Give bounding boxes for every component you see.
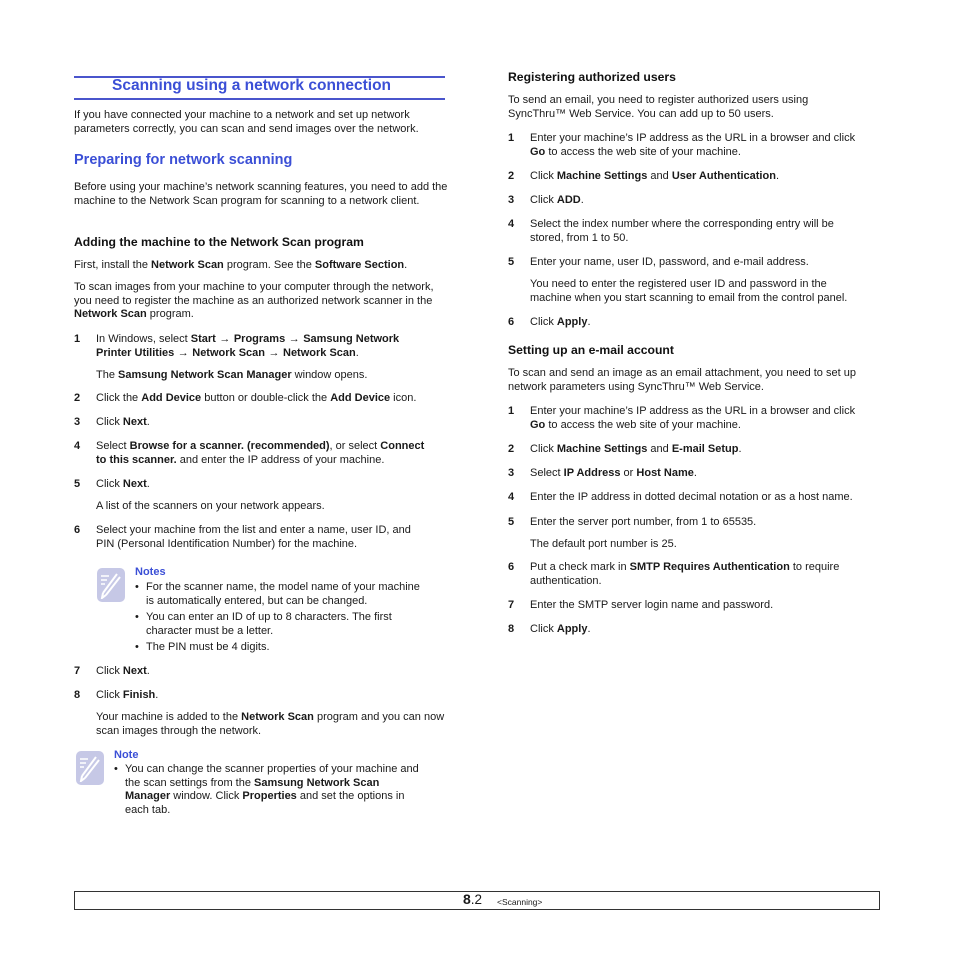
email-step-5: Enter the server port number, from 1 to 65535.	[530, 516, 757, 528]
install-text: First, install the Network Scan program. See the Software Section.	[74, 259, 408, 271]
arrow-icon: →	[268, 346, 280, 359]
step-number: 3	[508, 467, 515, 479]
email-step-4: Enter the IP address in dotted decimal notation or as a host name.	[530, 491, 853, 503]
step-number: 3	[74, 416, 81, 428]
email-step-1: Enter your machine’s IP address as the URL in a browser and click Go to access the web site of your machine.	[530, 405, 856, 431]
section-title: Scanning using a network connection	[112, 77, 392, 94]
step-number: 8	[508, 623, 515, 635]
step-2-text: Click the Add Device button or double-click the Add Device icon.	[96, 392, 417, 404]
step-number: 4	[508, 491, 515, 503]
note-title: Note	[114, 749, 139, 761]
step-number: 6	[74, 524, 81, 536]
reg-step-3: Click ADD.	[530, 194, 584, 206]
page-footer	[74, 891, 880, 910]
note-3: The PIN must be 4 digits.	[146, 641, 270, 653]
step-number: 4	[508, 218, 515, 230]
step-number: 2	[74, 392, 81, 404]
step-number: 5	[508, 256, 515, 268]
step-number: 1	[508, 405, 515, 417]
prep-text: Before using your machine’s network scanning features, you need to add the machine to the Network Scan program for scanning to a network client.	[74, 181, 448, 207]
reg-step-1: Enter your machine’s IP address as the URL in a browser and click Go to access the web site of your machine.	[530, 132, 856, 158]
bullet: •	[135, 611, 139, 623]
step-7-text: Click Next.	[96, 665, 150, 677]
step-number: 7	[508, 599, 515, 611]
step-1-text: In Windows, select Start → Programs → Samsung Network Printer Utilities → Network Scan → Network Scan.	[96, 333, 400, 359]
note-icon	[97, 568, 125, 602]
notes-title: Notes	[135, 566, 166, 578]
reg-step-6: Click Apply.	[530, 316, 591, 328]
page-number: 8.2	[463, 891, 483, 907]
step-5-text: Click Next.	[96, 478, 150, 490]
email-text: To scan and send an image as an email attachment, you need to set up network parameters using SyncThru™ Web Service.	[508, 367, 856, 393]
bullet: •	[135, 581, 139, 593]
prep-heading: Preparing for network scanning	[74, 152, 293, 168]
email-step-8: Click Apply.	[530, 623, 591, 635]
step-number: 4	[74, 440, 81, 452]
add-heading: Adding the machine to the Network Scan program	[74, 235, 364, 249]
bullet: •	[135, 641, 139, 653]
step-number: 7	[74, 665, 81, 677]
step-3-text: Click Next.	[96, 416, 150, 428]
reg-step-4: Select the index number where the corresponding entry will be stored, from 1 to 50.	[530, 218, 834, 244]
step-number: 2	[508, 170, 515, 182]
step-number: 6	[508, 316, 515, 328]
reg-step-2: Click Machine Settings and User Authentication.	[530, 170, 779, 182]
email-step-2: Click Machine Settings and E-mail Setup.	[530, 443, 742, 455]
step-4-text: Select Browse for a scanner. (recommended), or select Connect to this scanner. and enter the IP address of your machine.	[96, 440, 425, 466]
arrow-icon: →	[288, 333, 300, 345]
intro-text: If you have connected your machine to a network and set up network parameters correctly, you can scan and send images over the network.	[74, 109, 419, 135]
step-5-sub: A list of the scanners on your network appears.	[96, 500, 325, 512]
step-1-sub: The Samsung Network Scan Manager window opens.	[96, 369, 368, 381]
step-8-sub: Your machine is added to the Network Scan program and you can now scan images through the network.	[96, 711, 445, 737]
step-number: 2	[508, 443, 515, 455]
note-2: You can enter an ID of up to 8 characters. The first character must be a letter.	[146, 611, 392, 637]
step-number: 8	[74, 689, 81, 701]
reg-step-5-sub: You need to enter the registered user ID and password in the machine when you start scanning to email from the control panel.	[530, 278, 848, 304]
step-number: 5	[74, 478, 81, 490]
section-title-box	[74, 76, 445, 100]
arrow-icon: →	[177, 346, 189, 359]
step-number: 5	[508, 516, 515, 528]
email-step-3: Select IP Address or Host Name.	[530, 467, 697, 479]
reg-step-5: Enter your name, user ID, password, and e-mail address.	[530, 256, 809, 268]
step-number: 1	[74, 333, 81, 345]
note-icon	[76, 751, 104, 785]
reg-heading: Registering authorized users	[508, 70, 676, 84]
email-step-6: Put a check mark in SMTP Requires Authentication to require authentication.	[530, 561, 840, 587]
email-heading: Setting up an e-mail account	[508, 343, 674, 357]
footer-section: <Scanning>	[497, 897, 543, 907]
step-number: 3	[508, 194, 515, 206]
arrow-icon: →	[219, 333, 231, 345]
step-number: 6	[508, 561, 515, 573]
email-step-7: Enter the SMTP server login name and password.	[530, 599, 774, 611]
step-number: 1	[508, 132, 515, 144]
bullet: •	[114, 763, 118, 775]
step-6-text: Select your machine from the list and enter a name, user ID, and PIN (Personal Identification Number) for the machine.	[96, 524, 411, 550]
reg-text: To send an email, you need to register authorized users using SyncThru™ Web Service. You can add up to 50 users.	[508, 94, 809, 120]
note2-text: You can change the scanner properties of your machine and the scan settings from the Samsung Network Scan Manager window. Click Properties and set the options in each tab.	[125, 763, 419, 816]
note-1: For the scanner name, the model name of your machine is automatically entered, but can be changed.	[146, 581, 420, 607]
step-8-text: Click Finish.	[96, 689, 159, 701]
scan-intro-text: To scan images from your machine to your computer through the network, you need to register the machine as an authorized network scanner in the Network Scan program.	[74, 281, 434, 321]
email-step-5-sub: The default port number is 25.	[530, 538, 677, 550]
